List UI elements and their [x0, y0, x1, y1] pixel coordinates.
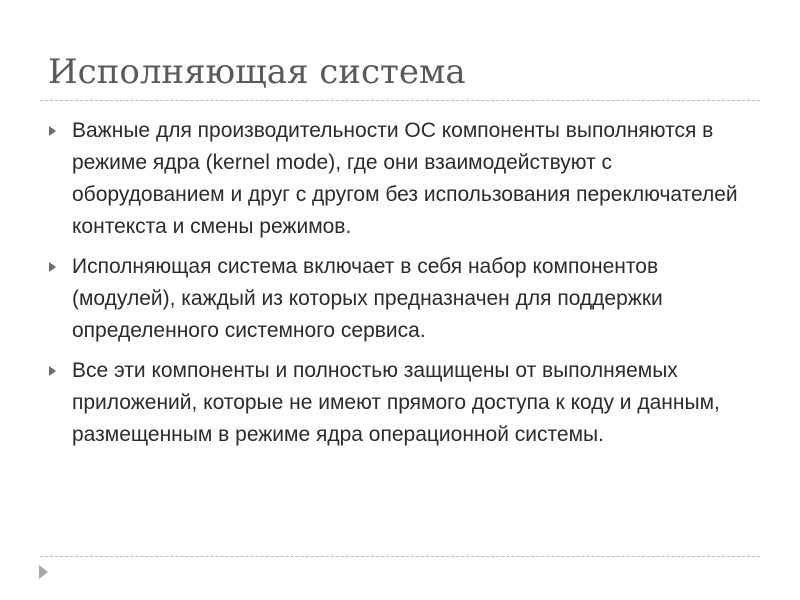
- slide-title: Исполняющая система: [48, 52, 466, 92]
- triangle-bullet-icon: [49, 126, 56, 136]
- footer-divider: [40, 556, 760, 557]
- bullet-text: Все эти компоненты и полностью защищены от выполняемых приложений, которые не имеют прямого доступа к коду и данным, размещенным в режиме ядра операционной системы.: [72, 359, 720, 446]
- slide-navigation-triangle-icon[interactable]: [39, 565, 48, 579]
- title-divider: [40, 100, 760, 101]
- bullet-item-protection: [48, 355, 760, 451]
- bullet-text: Важные для производительности ОС компоненты выполняются в режиме ядра (kernel mode), где они взаимодействуют с оборудованием и друг с другом без использования переключателей контекста и смены режимов.: [72, 119, 738, 238]
- bullet-item-executive-components: [48, 251, 760, 347]
- bullet-list: [48, 115, 760, 459]
- triangle-bullet-icon: [49, 262, 56, 272]
- triangle-bullet-icon: [49, 366, 56, 376]
- bullet-item-kernel-mode: [48, 115, 760, 243]
- bullet-text: Исполняющая система включает в себя набор компонентов (модулей), каждый из которых предназначен для поддержки определенного системного сервиса.: [72, 255, 663, 342]
